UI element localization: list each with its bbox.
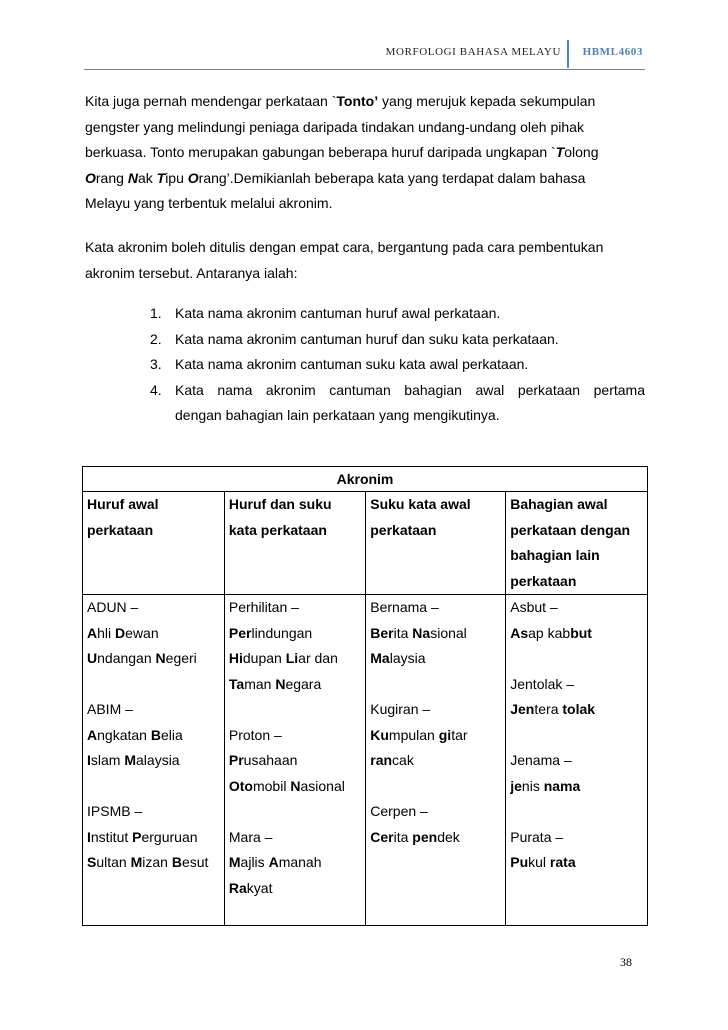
text-run: A [87,726,98,743]
paragraph-line [85,261,645,287]
table-cell [506,595,648,926]
list-item [150,352,645,378]
header-rule [84,69,645,70]
entry-gap [510,723,643,749]
text-run: Oto [228,777,253,794]
entry-gap [370,774,501,800]
text-run: Jen [510,701,535,717]
acronym-line [87,697,220,723]
text-run: M [228,854,241,870]
text-run: Ber [370,624,394,641]
text-run: ita [393,828,413,845]
list-item-text: Kata nama akronim cantuman bahagian awal perkataan pertama [175,381,645,398]
header-line: Bahagian awal [510,496,608,512]
paragraph-line [85,89,645,115]
text-run: M [124,752,137,768]
table-header-cell [366,492,506,595]
text-run: T [555,144,565,160]
acronym-line [87,621,220,647]
text-run: B [150,726,161,743]
text-run: As [510,624,529,641]
acronym-line [510,621,643,647]
table-cell [224,595,365,926]
acronym-line [229,876,361,902]
acronym-line [370,621,501,647]
table-header-cell [224,492,365,595]
acronym-entry [510,825,643,876]
entry-gap [229,697,361,723]
acronym-line [87,799,220,825]
text-run: cak [392,752,414,768]
acronym-line [370,595,501,621]
text-run: asional [300,777,345,794]
text-run: Li [285,650,299,666]
text-run: laysia [389,650,426,666]
acronym-entry [510,672,643,723]
text-run: N [127,169,138,186]
text-run: ndangan [97,650,156,666]
acronym-line [370,799,501,825]
acronym-entry [87,595,220,672]
text-run: Perhilitan – [228,599,299,615]
acronym-line [510,850,643,876]
text-run: nama [543,777,581,794]
text-run: sional [430,624,467,641]
acronym-line [229,723,361,749]
acronym-line [510,825,643,851]
text-run: B [171,854,182,870]
text-run: Bernama – [370,599,439,615]
header-line: perkataan [87,521,154,538]
header-line: Suku kata awal [370,496,471,512]
text-run: but [570,624,592,641]
header-line: Huruf dan suku [228,496,332,512]
text-run: akronim tersebut. Antaranya ialah: [85,264,298,281]
list-item [150,378,645,429]
text-run: Pu [510,854,529,870]
table-cell [366,595,506,926]
text-run: slam [90,752,125,768]
text-run: Kata akronim boleh ditulis dengan empat cara, bergantung pada cara pembentukan [85,239,604,255]
table-title: Akronim [83,467,648,492]
text-run: hli [97,624,116,641]
list-item-text: Kata nama akronim cantuman huruf awal perkataan. [175,305,501,321]
text-run: T [156,169,166,186]
acronym-line [87,825,220,851]
list-item-text: Kata nama akronim cantuman suku kata awal perkataan. [175,356,529,372]
header-line: perkataan [370,521,437,538]
text-run: ngkatan [97,726,151,743]
text-run: ak [137,169,157,186]
text-run: elia [160,726,183,743]
text-run: Jenama – [510,752,572,768]
acronym-line [370,723,501,749]
text-run: ajlis [240,854,269,870]
text-run: Tonto’ [336,93,379,109]
text-run: ran [370,752,393,768]
text-run: pen [412,828,438,845]
entry-gap [87,672,220,698]
acronym-entry [370,799,501,850]
acronym-entry [510,748,643,799]
acronym-line [510,672,643,698]
acronym-entry [87,799,220,876]
text-run: Per [228,624,252,641]
paragraph-line [85,191,645,217]
course-code: HBML4603 [582,46,643,58]
text-run: D [115,624,126,641]
list-item-text: dengan bahagian lain perkataan yang mengikutinya. [175,407,500,423]
text-run: Ta [228,675,245,692]
text-run: kul [528,854,550,870]
text-run: I [87,828,91,845]
text-run: IPSMB – [87,803,143,819]
text-run: lindungan [251,624,313,641]
text-run: Cer [370,828,394,845]
text-run: Ma [370,650,390,666]
text-run: tolak [562,701,596,717]
acronym-line [510,774,643,800]
text-run: M [130,854,143,870]
text-run: dek [437,828,460,845]
text-run: ipu [165,169,188,186]
text-run: gengster yang melindungi peniaga daripada tindakan undang-undang oleh pihak [85,118,584,135]
text-run: Proton – [228,726,282,743]
table-row [83,595,648,926]
text-run: N [290,777,301,794]
text-run: S [87,854,97,870]
paragraph-line [85,115,645,141]
text-run: ADUN – [87,599,139,615]
text-run: ultan [96,854,131,870]
page-number: 38 [620,955,632,969]
acronym-line [87,723,220,749]
text-run: ita [393,624,413,641]
paragraph-line [85,235,645,261]
text-run: Mara – [228,828,273,845]
text-run: alaysia [136,752,180,768]
acronym-line [87,748,220,774]
paragraph-acronym-methods [85,235,645,286]
acronym-entry [87,697,220,774]
header-line: Huruf awal [87,496,159,512]
list-number: 4. [150,381,162,398]
entry-gap [510,799,643,825]
text-run: berkuasa. Tonto merupakan gabungan beberapa huruf daripada ungkapan ` [85,144,556,160]
text-run: egeri [165,650,197,666]
text-run: ap kab [528,624,571,641]
text-run: Cerpen – [370,803,428,819]
paragraph-line [85,166,645,192]
text-run: manah [278,854,322,870]
acronym-line [510,697,643,723]
text-run: tar [451,726,468,743]
list-item [150,327,645,353]
table-header-cell [506,492,648,595]
entry-gap [370,672,501,698]
text-run: Melayu yang terbentuk melalui akronim. [85,195,333,211]
text-run: rata [549,854,576,870]
acronym-line [229,672,361,698]
header-separator [567,40,569,68]
text-run: P [132,828,142,845]
text-run: N [155,650,166,666]
entry-gap [87,774,220,800]
acronym-line [229,621,361,647]
header-line: perkataan dengan [510,521,631,538]
acronym-entry [229,595,361,697]
text-run: man [244,675,276,692]
acronym-method-list [150,301,645,429]
text-run: rang’.Demikianlah beberapa kata yang terdapat dalam bahasa [198,169,586,186]
acronym-entry [229,723,361,800]
text-run: Na [412,624,431,641]
acronym-entry [370,595,501,672]
course-title: MORFOLOGI BAHASA MELAYU [385,46,561,58]
text-run: ar dan [298,650,338,666]
text-run: rang [95,169,128,186]
text-run: dupan [242,650,286,666]
acronym-entry [370,697,501,774]
text-run: tera [534,701,563,717]
text-run: mpulan [388,726,439,743]
text-run: U [87,650,98,666]
acronym-line [370,825,501,851]
text-run: yang merujuk kepada sekumpulan [378,93,596,109]
text-run: Ku [370,726,389,743]
text-run: usahaan [243,752,298,768]
paragraph-line [85,140,645,166]
text-run: gi [438,726,452,743]
list-number: 3. [150,356,162,372]
text-run: nstitut [90,828,133,845]
list-number: 2. [150,330,162,347]
text-run: A [268,854,279,870]
text-run: Kita juga pernah mendengar perkataan ` [85,93,337,109]
text-run: Kugiran – [370,701,431,717]
acronym-line [229,774,361,800]
text-run: A [87,624,98,641]
text-run: olong [564,144,599,160]
text-run: je [510,777,522,794]
text-run: Jentolak – [510,675,575,692]
acronym-line [370,697,501,723]
acronym-entry [510,595,643,646]
text-run: kyat [246,879,273,896]
paragraph-tonto [85,89,645,217]
header-line: perkataan [510,572,577,589]
acronym-line [510,748,643,774]
acronym-line [229,850,361,876]
text-run: ewan [125,624,159,641]
table-cell [83,595,225,926]
text-run: I [87,752,91,768]
acronym-line [87,595,220,621]
page-header [84,44,645,70]
text-run: mobil [252,777,291,794]
text-run: Ra [228,879,247,896]
entry-gap [510,646,643,672]
entry-gap [229,799,361,825]
acronym-entry [229,825,361,902]
list-item-text: Kata nama akronim cantuman huruf dan suku kata perkataan. [175,330,559,347]
text-run: egara [285,675,322,692]
text-run: nis [521,777,544,794]
acronym-line [229,825,361,851]
text-run: O [187,169,199,186]
table-header-row [83,492,648,595]
acronym-line [229,595,361,621]
acronym-line [370,646,501,672]
acronym-line [370,748,501,774]
text-run: Asbut – [510,599,558,615]
table-header-cell [83,492,225,595]
text-run: N [275,675,286,692]
text-run: Hi [228,650,243,666]
text-run: erguruan [141,828,198,845]
acronym-line [229,646,361,672]
text-run: O [85,169,96,186]
header-line: bahagian lain [510,547,600,563]
acronym-line [229,748,361,774]
text-run: izan [142,854,172,870]
text-run: ABIM – [87,701,133,717]
text-run: Purata – [510,828,564,845]
header-line: kata perkataan [228,521,327,538]
acronym-table [82,466,648,926]
list-number: 1. [150,305,162,321]
acronym-line [510,595,643,621]
acronym-line [87,850,220,876]
text-run: Pr [228,752,244,768]
text-run: esut [181,854,209,870]
acronym-line [87,646,220,672]
list-item [150,301,645,327]
